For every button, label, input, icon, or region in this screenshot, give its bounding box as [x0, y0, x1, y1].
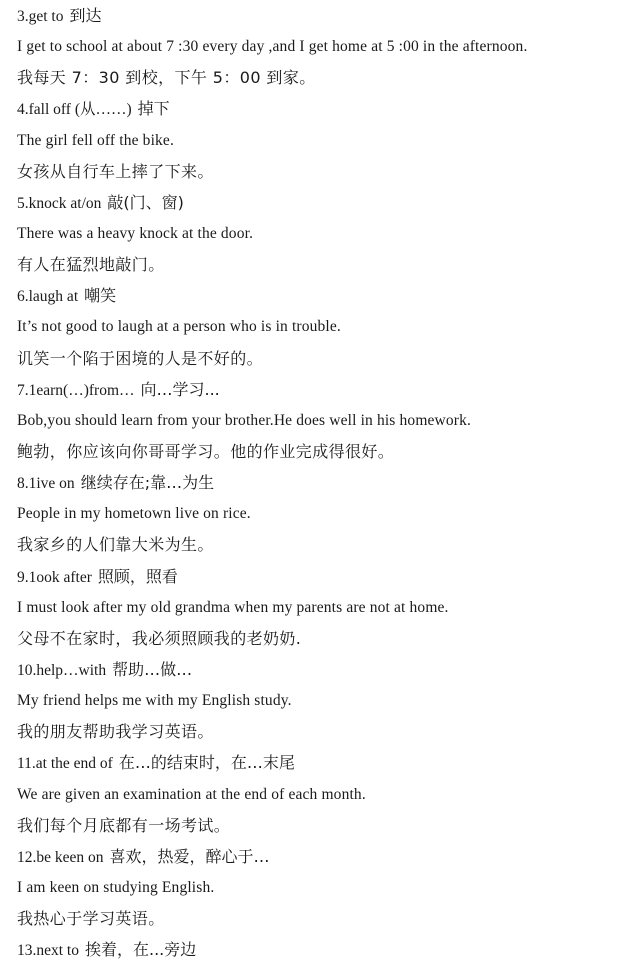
example-english: I get to school at about 7 :30 every day ,and I get home at 5 :00 in the afternoon.	[17, 38, 528, 56]
phrase-meaning: 继续存在;靠…为生	[80, 473, 215, 493]
phrase-heading-12	[17, 841, 632, 872]
example-chinese: 有人在猛烈地敲门。	[17, 255, 165, 275]
phrase-heading-11	[17, 747, 632, 778]
phrase-meaning: 嘲笑	[84, 286, 117, 306]
phrase-text: 9.1ook after	[17, 568, 92, 586]
phrase-text: 10.help…with	[17, 661, 107, 679]
phrase-meaning: 喜欢，热爱，醉心于…	[109, 846, 270, 866]
phrase-heading-9	[17, 561, 632, 592]
phrase-heading-3	[17, 0, 632, 31]
phrase-meaning: 敲(门、窗)	[107, 192, 184, 212]
phrase-text: 4.fall off (从……)	[17, 101, 132, 119]
phrase-heading-10	[17, 654, 632, 685]
phrase-text: 11.at the end of	[17, 755, 113, 773]
example-chinese: 我们每个月底都有一场考试。	[17, 815, 231, 835]
example-chinese: 我的朋友帮助我学习英语。	[17, 722, 214, 742]
example-chinese: 女孩从自行车上摔了下来。	[17, 161, 214, 181]
phrase-meaning: 掉下	[137, 99, 170, 119]
example-chinese: 父母不在家时，我必须照顾我的老奶奶.	[17, 628, 302, 648]
phrase-heading-6	[17, 280, 632, 311]
example-chinese: 讥笑一个陷于困境的人是不好的。	[17, 348, 264, 368]
phrase-heading-8	[17, 467, 632, 498]
example-english: I am keen on studying English.	[17, 878, 215, 896]
phrase-meaning: 照顾，照看	[97, 566, 178, 586]
phrase-text: 8.1ive on	[17, 475, 75, 493]
phrase-text: 12.be keen on	[17, 848, 104, 866]
example-english: Bob,you should learn from your brother.He does well in his homework.	[17, 411, 472, 429]
example-chinese: 鲍勃，你应该向你哥哥学习。他的作业完成得很好。	[17, 441, 395, 461]
example-chinese: 我热心于学习英语。	[17, 909, 165, 929]
phrase-heading-13	[17, 934, 632, 965]
phrase-text: 3.get to	[17, 8, 64, 25]
example-english: The girl fell off the bike.	[17, 131, 174, 149]
example-english: It’s not good to laugh at a person who is in trouble.	[17, 318, 341, 336]
phrase-text: 13.next to	[17, 942, 79, 960]
phrase-heading-7	[17, 374, 632, 405]
example-english: We are given an examination at the end of each month.	[17, 785, 366, 803]
phrase-text: 5.knock at/on	[17, 194, 102, 212]
phrase-text: 6.laugh at	[17, 288, 79, 306]
phrase-text: 7.1earn(…)from…	[17, 381, 135, 399]
example-chinese: 我家乡的人们靠大米为生。	[17, 535, 214, 555]
phrase-meaning: 挨着，在...旁边	[85, 940, 197, 960]
phrase-meaning: 帮助…做…	[112, 659, 193, 679]
example-english: There was a heavy knock at the door.	[17, 224, 254, 242]
phrase-meaning: 到达	[69, 6, 102, 25]
phrase-meaning: 在…的结束时，在…末尾	[118, 753, 295, 773]
example-english: My friend helps me with my English study.	[17, 692, 292, 710]
example-english: People in my hometown live on rice.	[17, 505, 251, 523]
phrase-meaning: 向…学习...	[140, 379, 220, 399]
phrase-heading-5	[17, 187, 632, 218]
phrase-heading-4	[17, 93, 632, 124]
example-english: I must look after my old grandma when my parents are not at home.	[17, 598, 449, 616]
example-chinese: 我每天 7：30 到校，下午 5：00 到家。	[17, 68, 316, 88]
document-page	[17, 0, 632, 965]
